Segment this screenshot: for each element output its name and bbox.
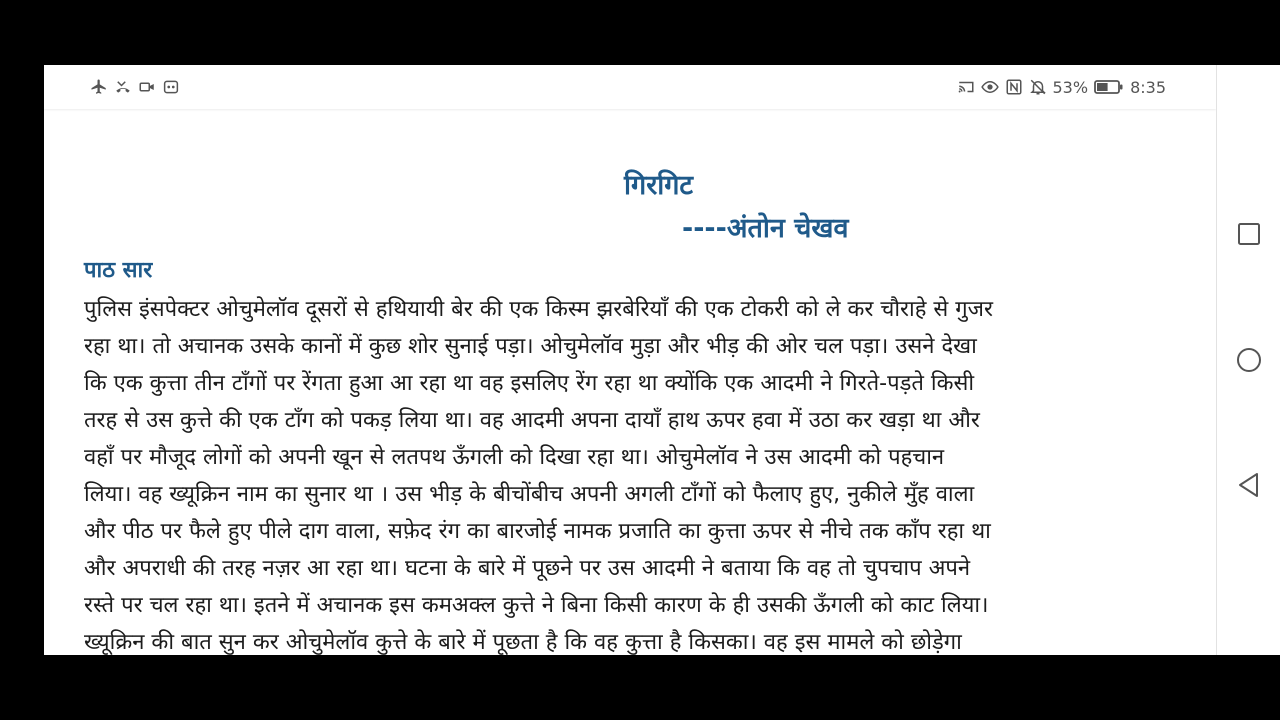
- paragraph-line: ख्यूक्रिन की बात सुन कर ओचुमेलॉव कुत्ते के बारे में पूछता है कि वह कुत्ता है किसका। वह इस मामले को छोड़ेगा: [84, 630, 962, 655]
- paragraph-line: वहाँ पर मौजूद लोगों को अपनी खून से लतपथ ऊँगली को दिखा रहा था। ओचुमेलॉव ने उस आदमी को पहचान: [84, 445, 945, 470]
- clock: 8:35: [1130, 77, 1166, 97]
- paragraph-line: तरह से उस कुत्ते की एक टाँग को पकड़ लिया था। वह आदमी अपना दायाँ हाथ ऊपर हवा में उठा कर खड़ा था और: [84, 408, 980, 433]
- video-icon: [138, 78, 156, 96]
- mute-icon: [1029, 78, 1047, 96]
- document-viewer[interactable]: [44, 65, 1216, 655]
- summary-paragraph: [84, 291, 1194, 655]
- battery-icon: [1094, 78, 1124, 96]
- nfc-icon: [1005, 78, 1023, 96]
- document-author: ----अंतोन चेखव: [682, 213, 849, 244]
- missed-call-icon: [114, 78, 132, 96]
- status-bar: [44, 65, 1216, 109]
- paragraph-line: कि एक कुत्ता तीन टाँगों पर रेंगता हुआ आ रहा था वह इसलिए रेंग रहा था क्योंकि एक आदमी ने गिरते-पड़ते किसी: [84, 371, 975, 396]
- bot-icon: [162, 78, 180, 96]
- document-title: गिरगिट: [624, 170, 694, 201]
- home-icon[interactable]: [1235, 346, 1263, 374]
- navigation-bar: [1216, 65, 1280, 655]
- eye-icon: [981, 78, 999, 96]
- paragraph-line: और पीठ पर फैले हुए पीले दाग वाला, सफ़ेद रंग का बारजोई नामक प्रजाति का कुत्ता ऊपर से नीचे तक काँप रहा था: [84, 519, 991, 544]
- phone-screen: [44, 65, 1280, 655]
- status-right-icons: [957, 77, 1167, 97]
- paragraph-line: पुलिस इंसपेक्टर ओचुमेलॉव दूसरों से हथियायी बेर की एक किस्म झरबेरियाँ की एक टोकरी को ले कर चौराहे से गुजर: [84, 297, 993, 322]
- recent-apps-icon[interactable]: [1235, 220, 1263, 248]
- airplane-icon: [90, 78, 108, 96]
- cast-icon: [957, 78, 975, 96]
- status-left-icons: [90, 77, 180, 97]
- paragraph-line: रस्ते पर चल रहा था। इतने में अचानक इस कमअक्ल कुत्ते ने बिना किसी कारण के ही उसकी ऊँगली को काट लिया।: [84, 593, 989, 618]
- paragraph-line: और अपराधी की तरह नज़र आ रहा था। घटना के बारे में पूछने पर उस आदमी ने बताया कि वह तो चुपचाप अपने: [84, 556, 971, 581]
- back-icon[interactable]: [1235, 471, 1263, 499]
- paragraph-line: लिया। वह ख्यूक्रिन नाम का सुनार था । उस भीड़ के बीचोंबीच अपनी अगली टाँगों को फैलाए हुए, नुकीले मुँह वाला: [84, 482, 975, 507]
- paragraph-line: रहा था। तो अचानक उसके कानों में कुछ शोर सुनाई पड़ा। ओचुमेलॉव मुड़ा और भीड़ की ओर चल पड़ा। उसने देखा: [84, 334, 977, 359]
- section-heading: पाठ सार: [84, 258, 153, 283]
- battery-percent: 53%: [1052, 77, 1089, 97]
